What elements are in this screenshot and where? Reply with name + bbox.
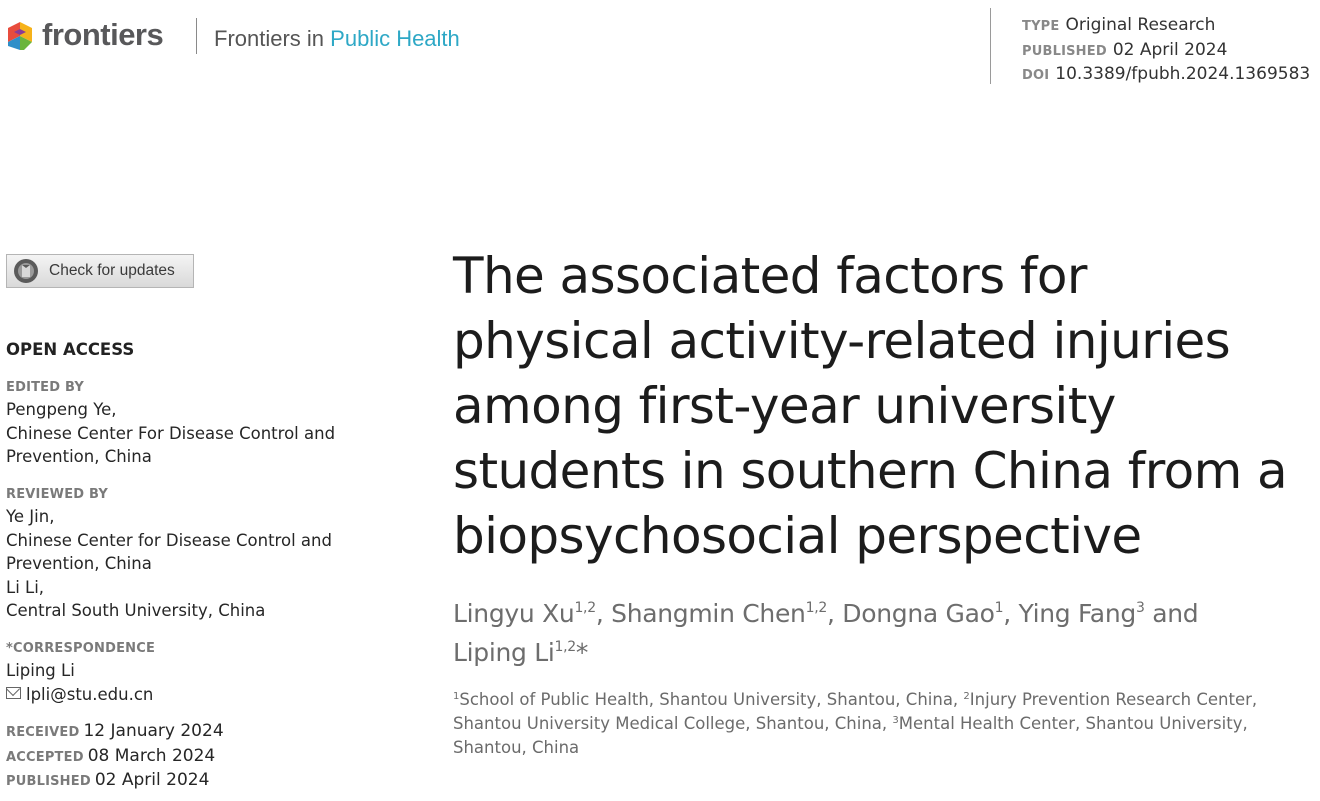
title-line: students in southern China from a: [453, 442, 1288, 500]
published-value: 02 April 2024: [1112, 39, 1228, 60]
check-for-updates-label: Check for updates: [49, 262, 175, 279]
affiliation-sup: 1: [453, 691, 460, 702]
reviewer-line: Chinese Center for Disease Control and: [6, 530, 332, 550]
author-separator: ,: [826, 599, 843, 628]
reviewer-line: Li Li,: [6, 577, 45, 597]
correspondence-section: [6, 639, 155, 706]
author-name[interactable]: Dongna Gao: [842, 599, 995, 628]
title-line: biopsychosocial perspective: [453, 507, 1142, 565]
journal-name[interactable]: [214, 26, 460, 52]
received-value: 12 January 2024: [83, 721, 224, 741]
author-name[interactable]: Lingyu Xu: [453, 599, 575, 628]
author-affil-sup: 1,2: [574, 600, 596, 616]
frontiers-logo[interactable]: [6, 16, 163, 54]
reviewer-line: Ye Jin,: [6, 507, 55, 526]
correspondence-name: Liping Li: [6, 661, 75, 680]
editor-line: Prevention, China: [6, 447, 152, 466]
editor-line: Pengpeng Ye,: [6, 400, 117, 419]
author-affil-sup: 1,2: [554, 639, 576, 655]
frontiers-logo-icon: [6, 16, 36, 54]
reviewer-line: Central South University, China: [6, 601, 266, 620]
reviewed-by-label: REVIEWED BY: [6, 487, 109, 502]
affiliation-text: Injury Prevention Research Center, Shantou University Medical College, Shantou, China,: [453, 690, 1258, 733]
correspondence-email-row: [6, 683, 155, 707]
published-date-label: PUBLISHED: [6, 774, 91, 789]
correspondence-email-link[interactable]: lpli@stu.edu.cn: [26, 684, 154, 704]
journal-prefix: Frontiers in: [214, 26, 331, 51]
open-access-label: OPEN ACCESS: [6, 340, 135, 359]
author-name[interactable]: Liping Li: [453, 638, 555, 667]
dates-section: [6, 720, 224, 794]
update-check-icon: [13, 258, 39, 284]
affiliation-list: [453, 688, 1293, 759]
published-label: PUBLISHED: [1022, 43, 1107, 59]
journal-title: Public Health: [330, 26, 460, 51]
affiliation-text: School of Public Health, Shantou University, Shantou, China,: [459, 690, 964, 709]
title-line: The associated factors for: [453, 247, 1087, 305]
corresponding-asterisk: *: [575, 638, 589, 667]
affiliation-text: Mental Health Center, Shantou University, Shantou, China: [453, 713, 1248, 757]
author-name[interactable]: Shangmin Chen: [611, 599, 806, 628]
logo-wordmark: frontiers: [42, 17, 164, 52]
title-line: physical activity-related injuries: [453, 312, 1231, 370]
author-affil-sup: 1,2: [805, 600, 827, 616]
header-divider: [196, 18, 197, 54]
author-list: [453, 594, 1313, 672]
edited-by-section: [6, 378, 335, 469]
article-title: [453, 244, 1313, 569]
received-label: RECEIVED: [6, 725, 80, 740]
affiliation-sup: 3: [892, 714, 899, 726]
doi-label: DOI: [1022, 68, 1050, 83]
doi-link[interactable]: 10.3389/fpubh.2024.1369583: [1055, 64, 1311, 84]
title-line: among first-year university: [453, 377, 1116, 435]
author-separator: and: [1144, 599, 1199, 628]
article-meta: [1022, 14, 1310, 88]
accepted-label: ACCEPTED: [6, 749, 84, 765]
reviewer-line: Prevention, China: [6, 554, 152, 573]
type-value: Original Research: [1065, 15, 1216, 35]
edited-by-label: EDITED BY: [6, 380, 84, 395]
affiliation-sup: 2: [963, 691, 970, 702]
author-name[interactable]: Ying Fang: [1018, 599, 1136, 628]
editor-line: Chinese Center For Disease Control and: [6, 423, 336, 443]
reviewed-by-section: [6, 485, 332, 623]
author-separator: ,: [595, 599, 612, 628]
meta-divider: [990, 8, 991, 84]
mail-icon: [6, 687, 21, 699]
author-affil-sup: 1: [994, 600, 1004, 616]
author-separator: ,: [1003, 599, 1019, 628]
published-date-value: 02 April 2024: [94, 770, 210, 790]
check-for-updates-button[interactable]: [6, 254, 194, 288]
accepted-value: 08 March 2024: [87, 745, 216, 766]
author-affil-sup: 3: [1135, 600, 1145, 616]
type-label: TYPE: [1022, 19, 1060, 34]
correspondence-label: *CORRESPONDENCE: [6, 641, 156, 656]
